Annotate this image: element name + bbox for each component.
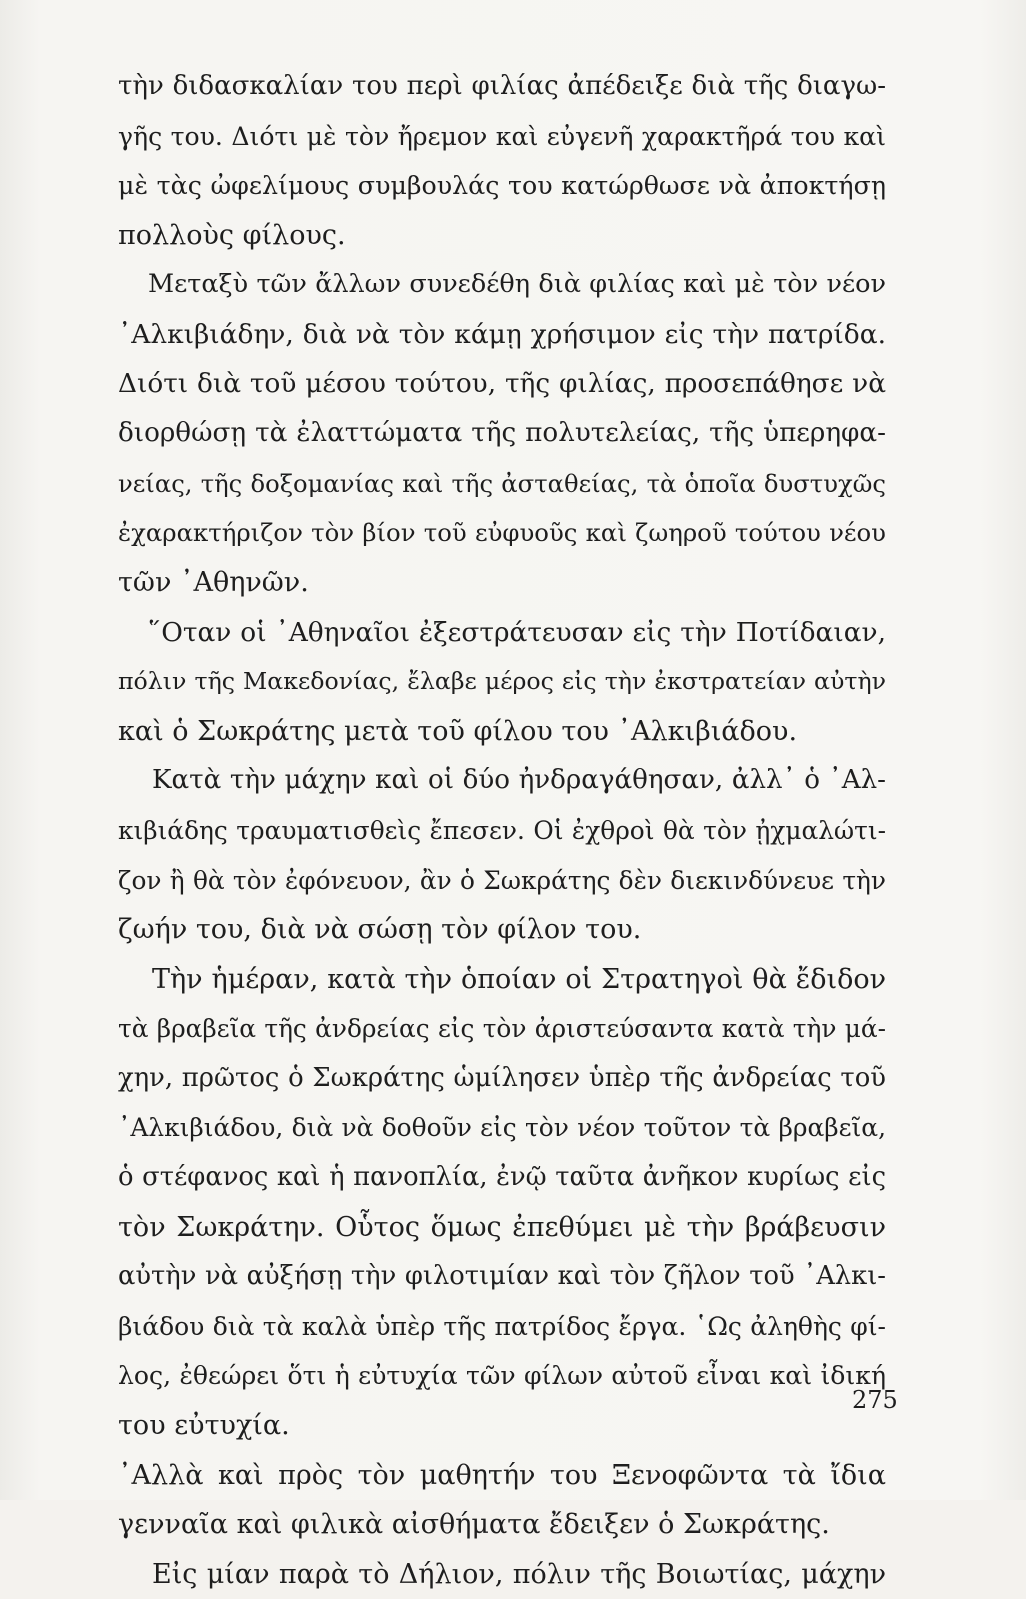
text-line: Μεταξὺ τῶν ἄλλων συνεδέθη διὰ φιλίας καὶ μὲ τὸν νέον xyxy=(148,269,886,300)
text-line: ῞Οταν οἱ ᾿Αθηναῖοι ἐξεστράτευσαν εἰς τὴν Ποτίδαιαν, xyxy=(148,616,886,648)
text-line: λος, ἐθεώρει ὅτι ἡ εὐτυχία τῶν φίλων αὐτοῦ εἶναι καὶ ἰδική xyxy=(118,1361,886,1391)
page-number: 275 xyxy=(852,1386,898,1414)
text-line: τὴν διδασκαλίαν του περὶ φιλίας ἀπέδειξε διὰ τῆς διαγω- xyxy=(118,71,886,101)
text-line: ὁ στέφανος καὶ ἡ πανοπλία, ἐνῷ ταῦτα ἀνῆκον κυρίως εἰς xyxy=(118,1162,886,1193)
text-line: μὲ τὰς ὠφελίμους συμβουλάς του κατώρθωσε νὰ ἀποκτήσῃ xyxy=(118,171,886,201)
text-line: τὰ βραβεῖα τῆς ἀνδρείας εἰς τὸν ἀριστεύσαντα κατὰ τὴν μά- xyxy=(118,1014,886,1044)
text-line: κιβιάδης τραυματισθεὶς ἔπεσεν. Οἱ ἐχθροὶ θὰ τὸν ᾐχμαλώτι- xyxy=(118,815,886,845)
body-text xyxy=(118,62,886,1599)
text-line: ζον ἢ θὰ τὸν ἐφόνευον, ἂν ὁ Σωκράτης δὲν διεκινδύνευε τὴν xyxy=(118,865,886,895)
text-line: ᾿Αλκιβιάδου, διὰ νὰ δοθοῦν εἰς τὸν νέον τοῦτον τὰ βραβεῖα, xyxy=(118,1113,886,1143)
text-line: ᾿Αλλὰ καὶ πρὸς τὸν μαθητήν του Ξενοφῶντα τὰ ἴδια xyxy=(118,1459,886,1491)
text-line: χην, πρῶτος ὁ Σωκράτης ὡμίλησεν ὑπὲρ τῆς ἀνδρείας τοῦ xyxy=(118,1062,886,1093)
text-line: καὶ ὁ Σωκράτης μετὰ τοῦ φίλου του ᾿Αλκιβιάδου. xyxy=(118,715,798,747)
text-line: βιάδου διὰ τὰ καλὰ ὑπὲρ τῆς πατρίδος ἔργα. ῾Ως ἀληθὴς φί- xyxy=(118,1311,886,1341)
text-line: πόλιν τῆς Μακεδονίας, ἔλαβε μέρος εἰς τὴν ἐκστρατείαν αὐτὴν xyxy=(118,667,886,696)
text-line: ᾿Αλκιβιάδην, διὰ νὰ τὸν κάμῃ χρήσιμον εἰς τὴν πατρίδα. xyxy=(118,318,886,350)
text-line: πολλοὺς φίλους. xyxy=(118,219,346,251)
text-line: Διότι διὰ τοῦ μέσου τούτου, τῆς φιλίας, προσεπάθησε νὰ xyxy=(118,368,886,399)
text-line: γενναῖα καὶ φιλικὰ αἰσθήματα ἔδειξεν ὁ Σωκράτης. xyxy=(118,1509,830,1541)
text-line: ζωήν του, διὰ νὰ σώσῃ τὸν φίλον του. xyxy=(118,914,642,946)
text-line: διορθώσῃ τὰ ἐλαττώματα τῆς πολυτελείας, τῆς ὑπερηφα- xyxy=(118,418,886,449)
text-line: Τὴν ἡμέραν, κατὰ τὴν ὁποίαν οἱ Στρατηγοὶ θὰ ἔδιδον xyxy=(152,963,886,995)
text-line: νείας, τῆς δοξομανίας καὶ τῆς ἀσταθείας, τὰ ὁποῖα δυστυχῶς xyxy=(118,468,886,498)
text-line: τὸν Σωκράτην. Οὗτος ὅμως ἐπεθύμει μὲ τὴν βράβευσιν xyxy=(118,1211,886,1243)
text-line: Εἰς μίαν παρὰ τὸ Δήλιον, πόλιν τῆς Βοιωτίας, μάχην xyxy=(152,1558,886,1590)
text-line: Κατὰ τὴν μάχην καὶ οἱ δύο ἠνδραγάθησαν, ἀλλ᾿ ὁ ᾿Αλ- xyxy=(152,765,886,796)
text-line: αὐτὴν νὰ αὐξήσῃ τὴν φιλοτιμίαν καὶ τὸν ζῆλον τοῦ ᾿Αλκι- xyxy=(118,1261,886,1292)
text-line: ἐχαρακτήριζον τὸν βίον τοῦ εὐφυοῦς καὶ ζωηροῦ τούτου νέου xyxy=(118,518,886,548)
text-line: γῆς του. Διότι μὲ τὸν ἤρεμον καὶ εὐγενῆ χαρακτῆρά του καὶ xyxy=(118,121,886,151)
text-line: του εὐτυχία. xyxy=(118,1410,290,1442)
text-line: τῶν ᾿Αθηνῶν. xyxy=(118,566,309,598)
